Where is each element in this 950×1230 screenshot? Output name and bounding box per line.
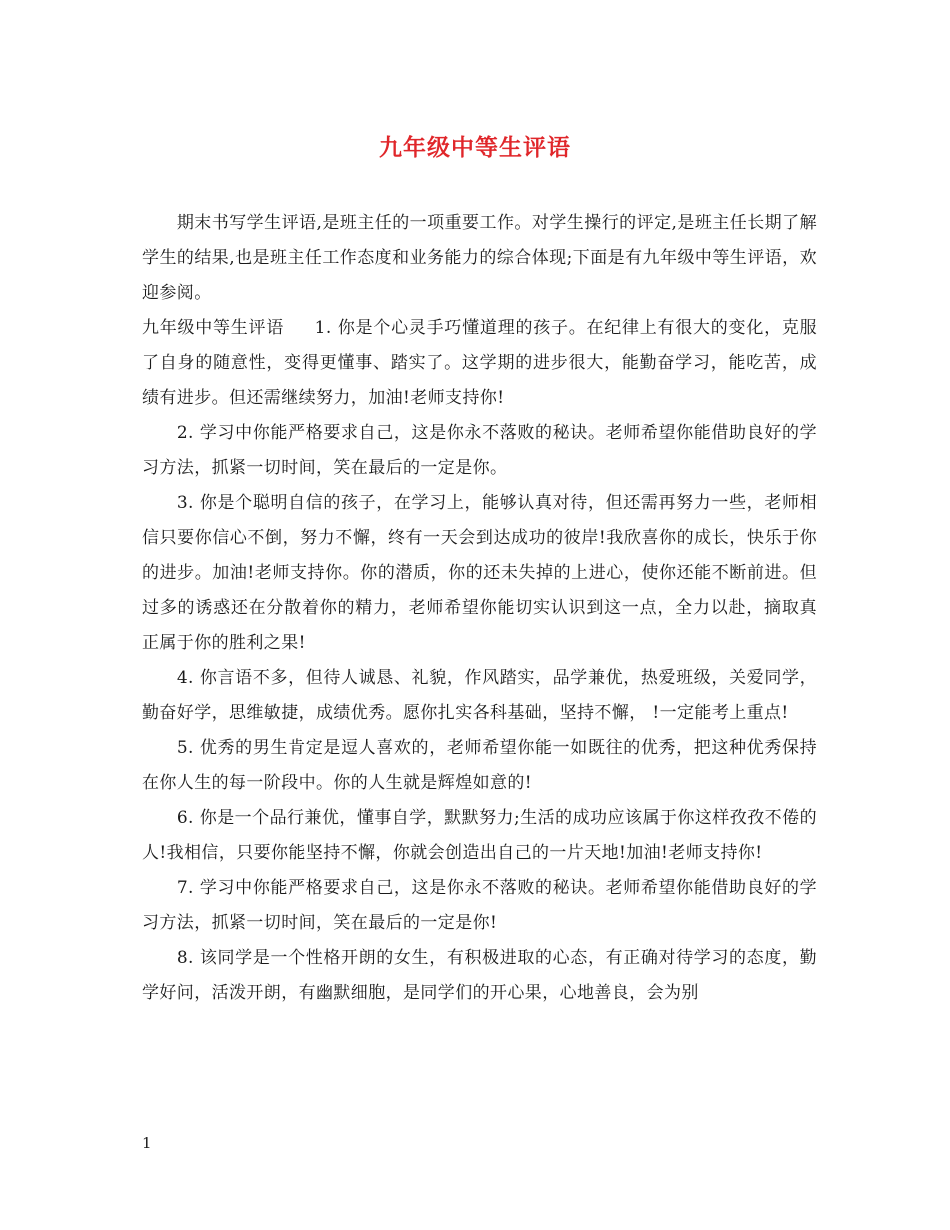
comment-1-text: 1. 你是个心灵手巧懂道理的孩子。在纪律上有很大的变化，克服了自身的随意性，变得更懂事、踏实了。这学期的进步很大，能勤奋学习，能吃苦，成绩有进步。但还需继续努力，加油!老师支持你! — [142, 318, 817, 408]
intro-paragraph: 期末书写学生评语,是班主任的一项重要工作。对学生操行的评定,是班主任长期了解学生的结果,也是班主任工作态度和业务能力的综合体现;下面是有九年级中等生评语，欢迎参阅。 — [142, 213, 817, 303]
comment-paragraph-4: 4. 你言语不多，但待人诚恳、礼貌，作风踏实，品学兼优，热爱班级，关爱同学，勤奋好学，思维敏捷，成绩优秀。愿你扎实各科基础，坚持不懈， !一定能考上重点! — [142, 668, 817, 723]
comment-paragraph-3: 3. 你是个聪明自信的孩子，在学习上，能够认真对待，但还需再努力一些，老师相信只要你信心不倒，努力不懈，终有一天会到达成功的彼岸!我欣喜你的成长，快乐于你的进步。加油!老师支持你。你的潜质，你的还未失掉的上进心，使你还能不断前进。但过多的诱惑还在分散着你的精力，老师希望你能切实认识到这一点，全力以赴，摘取真正属于你的胜利之果! — [142, 493, 817, 653]
comment-paragraph-6: 6. 你是一个品行兼优，懂事自学，默默努力;生活的成功应该属于你这样孜孜不倦的人!我相信，只要你能坚持不懈，你就会创造出自己的一片天地!加油!老师支持你! — [142, 808, 817, 863]
document-title: 九年级中等生评语 — [379, 134, 571, 161]
comment-paragraph-1 — [142, 311, 817, 416]
comment-paragraph-2: 2. 学习中你能严格要求自己，这是你永不落败的秘诀。老师希望你能借助良好的学习方法，抓紧一切时间，笑在最后的一定是你。 — [142, 423, 817, 478]
section-title: 九年级中等生评语 — [142, 318, 285, 338]
comment-paragraph-5: 5. 优秀的男生肯定是逗人喜欢的，老师希望你能一如既往的优秀，把这种优秀保持在你人生的每一阶段中。你的人生就是辉煌如意的! — [142, 738, 817, 793]
document-body — [142, 206, 817, 1011]
comment-paragraph-7: 7. 学习中你能严格要求自己，这是你永不落败的秘诀。老师希望你能借助良好的学习方法，抓紧一切时间，笑在最后的一定是你! — [142, 878, 817, 933]
comment-paragraph-8: 8. 该同学是一个性格开朗的女生，有积极进取的心态，有正确对待学习的态度，勤学好问，活泼开朗，有幽默细胞，是同学们的开心果，心地善良，会为别 — [142, 948, 817, 1003]
page-number: 1 — [142, 1134, 152, 1152]
